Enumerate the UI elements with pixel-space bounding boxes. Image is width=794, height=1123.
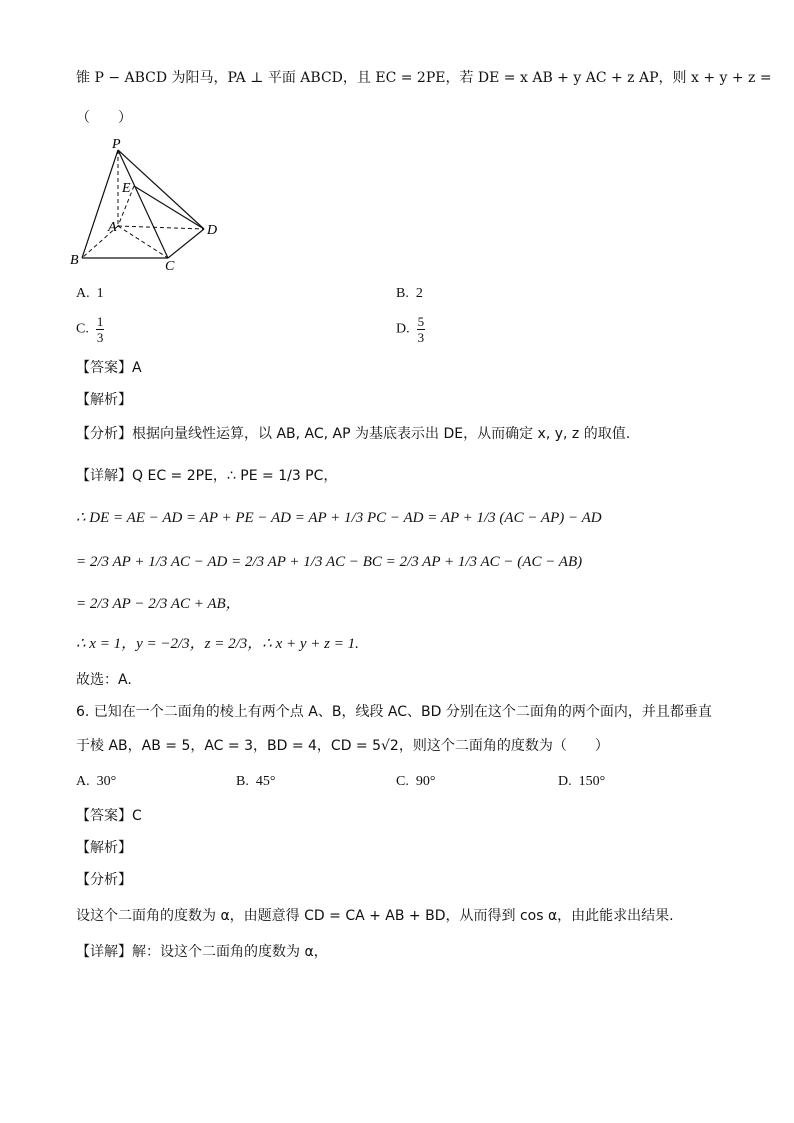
q6-fenxi: 设这个二面角的度数为 α，由题意得 CD = CA + AB + BD，从而得到 cos α，由此能求出结果. [76,908,674,924]
edge-PD [118,150,204,229]
fraction-denominator: 3 [417,330,425,345]
q6-fenxi-title: 【分析】 [76,872,132,888]
option-letter: D. [396,321,410,337]
q6-stem-line1: 6. 已知在一个二面角的棱上有两个点 A、B，线段 AC、BD 分别在这个二面角的两个面内，并且都垂直 [76,704,712,720]
option-fraction [96,314,105,345]
q6-analysis-title: 【解析】 [76,840,132,856]
q6-option-c[interactable] [396,774,435,790]
option-value: 150° [578,774,606,789]
q5-fenxi: 【分析】根据向量线性运算，以 AB, AC, AP 为基底表示出 DE，从而确定 x, y, z 的取值. [76,426,631,442]
q5-stem-line2: （ ） [76,110,132,126]
fraction-numerator: 5 [417,314,425,329]
q5-step1: ∴ DE = AE − AD = AP + PE − AD = AP + 1/3 PC − AD = AP + 1/3 (AC − AP) − AD [76,510,602,526]
q5-step4: ∴ x = 1，y = −2/3，z = 2/3，∴ x + y + z = 1. [76,636,359,652]
q5-analysis-title: 【解析】 [76,392,132,408]
pyramid-figure [68,138,228,274]
label-A: A [108,220,117,235]
option-value: 45° [255,774,276,789]
option-value: 30° [96,774,117,789]
q5-step2: = 2/3 AP + 1/3 AC − AD = 2/3 AP + 1/3 AC − BC = 2/3 AP + 1/3 AC − (AC − AB) [76,554,583,570]
option-value: 90° [415,774,436,789]
q5-option-a[interactable] [76,286,104,302]
q5-step3: = 2/3 AP − 2/3 AC + AB， [76,596,241,612]
edge-CD [168,229,204,258]
label-C: C [165,259,175,274]
q5-answer: 【答案】A [76,360,142,376]
option-fraction [417,314,426,345]
option-letter: A. [76,286,90,301]
fraction-denominator: 3 [96,330,104,345]
q6-xiangjie: 【详解】解：设这个二面角的度数为 α， [76,944,328,960]
q5-option-c[interactable] [76,314,104,345]
q5-stem-line1 [76,68,772,88]
q6-option-a[interactable] [76,774,116,790]
q5-choose: 故选：A. [76,672,132,688]
q6-option-b[interactable] [236,774,275,790]
q5-option-b[interactable] [396,286,423,302]
q5-option-d[interactable] [396,314,425,345]
option-letter: B. [236,774,249,789]
q5-stem-text: 锥 P − ABCD 为阳马，PA ⊥ 平面 ABCD，且 EC = 2PE，若 DE = x AB + y AC + z AP，则 x + y + z = [76,70,772,86]
q6-option-d[interactable] [558,774,605,790]
option-letter: C. [76,321,89,337]
option-letter: D. [558,774,572,789]
q6-answer: 【答案】C [76,808,142,824]
option-letter: C. [396,774,409,789]
option-value: 2 [415,286,423,301]
label-P: P [112,138,121,152]
option-letter: A. [76,774,90,789]
edge-AD [118,226,204,229]
q5-xiangjie-line1: 【详解】Q EC = 2PE，∴ PE = 1/3 PC， [76,468,338,484]
label-D: D [207,223,218,238]
label-B: B [70,253,79,268]
fraction-numerator: 1 [96,314,104,329]
option-value: 1 [96,286,104,301]
q6-stem-line2: 于棱 AB，AB = 5，AC = 3，BD = 4，CD = 5√2，则这个二面角的度数为（ ） [76,738,609,754]
option-letter: B. [396,286,409,301]
label-E: E [122,181,131,196]
